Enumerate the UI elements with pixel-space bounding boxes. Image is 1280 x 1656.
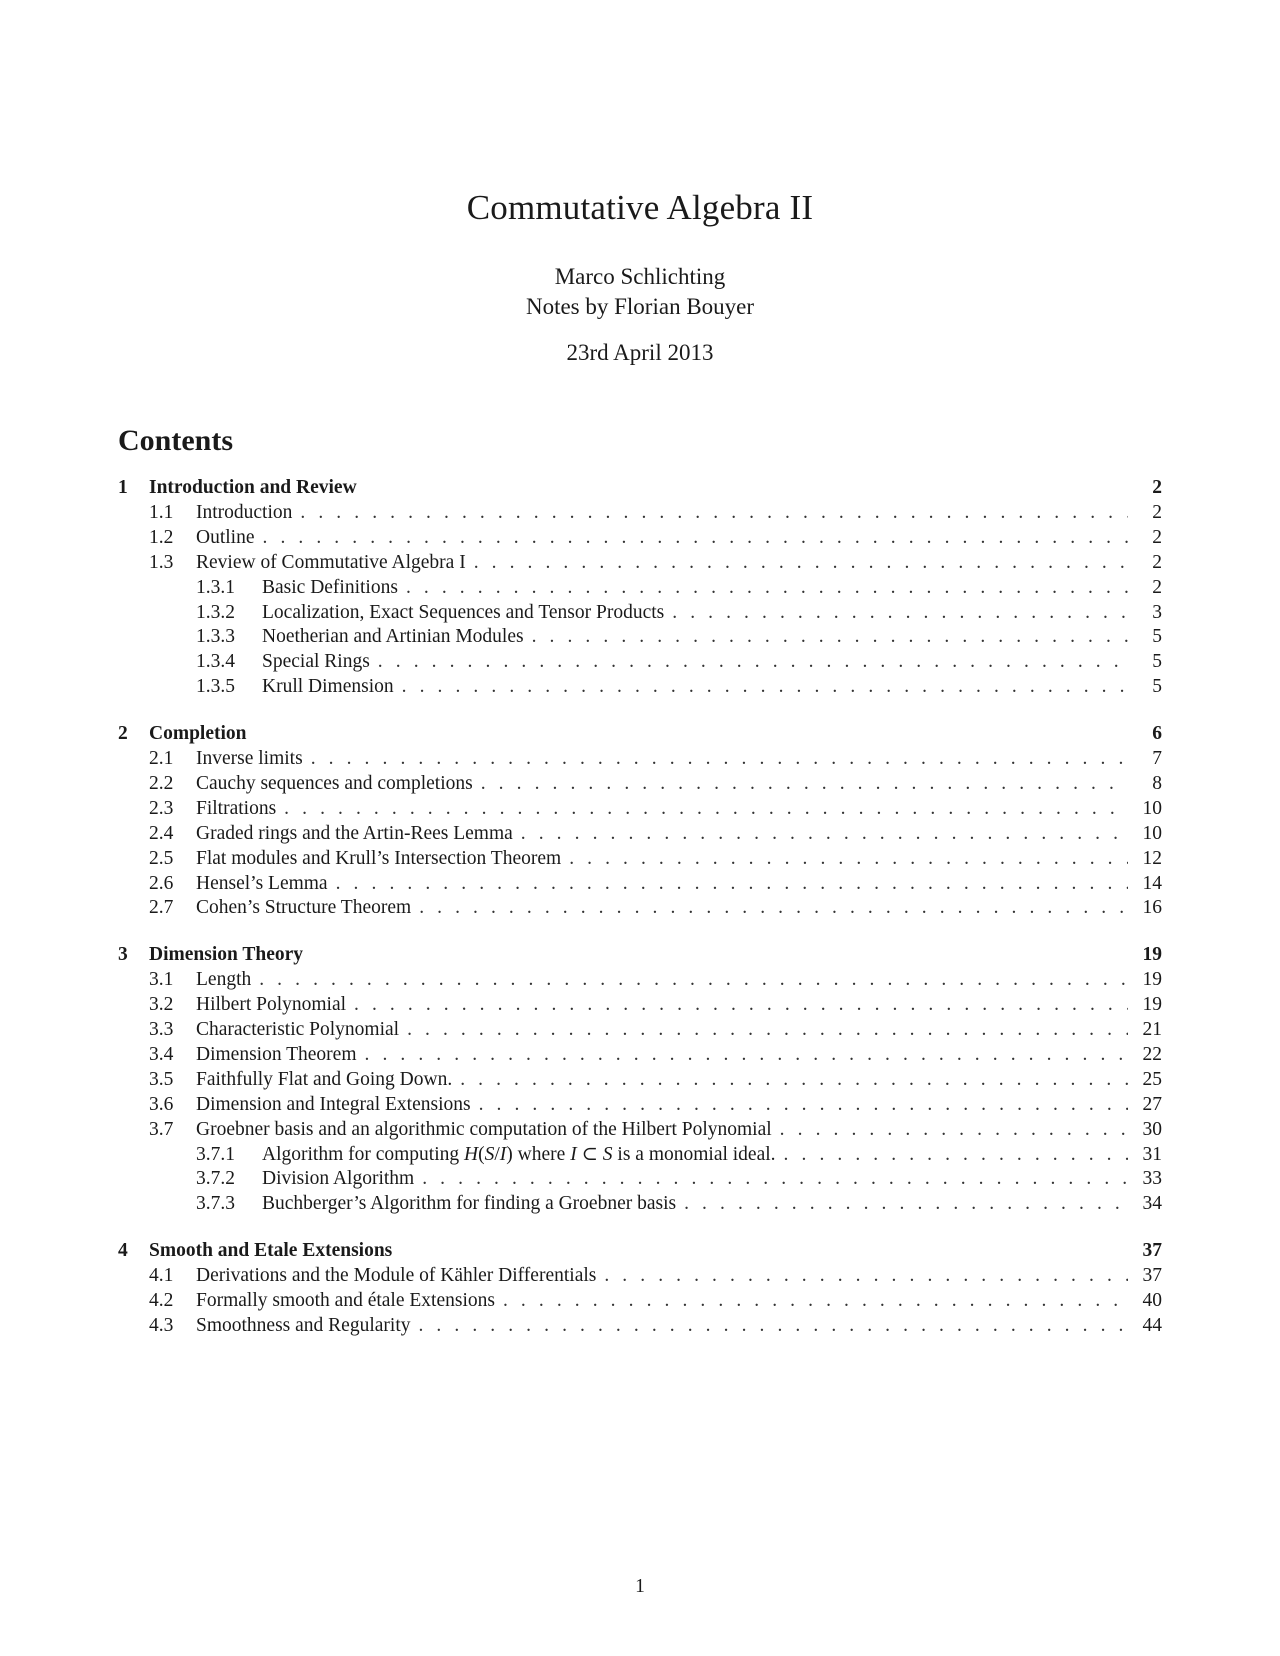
toc-section-page: 8 xyxy=(1152,773,1162,795)
toc-chapter-title: Completion xyxy=(149,723,247,745)
toc-subsection-number: 1.3.5 xyxy=(196,676,235,698)
toc-section-entry[interactable] xyxy=(118,501,1162,526)
toc-section-entry[interactable] xyxy=(118,772,1162,797)
toc-section-entry[interactable] xyxy=(118,896,1162,921)
toc-section-page: 19 xyxy=(1142,994,1162,1016)
toc-subsection-title: Noetherian and Artinian Modules xyxy=(262,626,524,648)
toc-dot-leader xyxy=(503,1289,1128,1314)
toc-dot-leader xyxy=(378,650,1128,675)
toc-section-number: 4.3 xyxy=(149,1315,174,1337)
toc-section-title: Derivations and the Module of Kähler Differentials xyxy=(196,1265,597,1287)
toc-dot-leader xyxy=(422,1167,1128,1192)
toc-section-title: Length xyxy=(196,969,252,991)
toc-section-entry[interactable] xyxy=(118,526,1162,551)
toc-section-entry[interactable] xyxy=(118,847,1162,872)
toc-section-number: 2.5 xyxy=(149,847,174,869)
toc-section-title: Groebner basis and an algorithmic computation of the Hilbert Polynomial xyxy=(196,1118,772,1140)
toc-section-number: 2.1 xyxy=(149,748,174,770)
toc-dot-leader xyxy=(672,601,1128,626)
toc-subsection-title: Krull Dimension xyxy=(262,676,394,698)
toc-section-page: 27 xyxy=(1142,1093,1162,1115)
toc-section-page: 2 xyxy=(1152,502,1162,523)
toc-section-number: 3.2 xyxy=(149,994,174,1016)
toc-dot-leader xyxy=(365,1043,1129,1068)
toc-dot-leader xyxy=(402,675,1128,700)
toc-subsection-entry[interactable] xyxy=(118,601,1162,626)
toc-section-entry[interactable] xyxy=(118,1043,1162,1068)
toc-subsection-number: 1.3.4 xyxy=(196,651,235,673)
toc-subsection-page: 5 xyxy=(1152,626,1162,648)
toc-dot-leader xyxy=(481,772,1128,797)
toc-subsection-title: Localization, Exact Sequences and Tensor Products xyxy=(262,601,665,623)
toc-section-title: Hilbert Polynomial xyxy=(196,994,347,1016)
toc-subsection-entry[interactable] xyxy=(118,675,1162,700)
toc-dot-leader xyxy=(419,896,1128,921)
toc-section-page: 22 xyxy=(1142,1044,1162,1066)
toc-section-entry[interactable] xyxy=(118,1118,1162,1143)
toc-section-page: 16 xyxy=(1142,897,1162,919)
toc-dot-leader xyxy=(784,1143,1128,1168)
toc-subsection-page: 33 xyxy=(1142,1168,1162,1190)
toc-subsection-page: 31 xyxy=(1142,1143,1162,1165)
toc-section-number: 2.7 xyxy=(149,897,174,919)
toc-section-title: Outline xyxy=(196,526,255,548)
toc-chapter-page: 19 xyxy=(1142,944,1162,966)
toc-dot-leader xyxy=(684,1192,1128,1217)
toc-dot-leader xyxy=(336,872,1128,897)
toc-section-entry[interactable] xyxy=(118,1289,1162,1314)
toc-subsection-number: 1.3.2 xyxy=(196,601,235,623)
toc-subsection-number: 3.7.1 xyxy=(196,1143,235,1165)
toc-subsection-page: 5 xyxy=(1152,676,1162,698)
toc-chapter-entry[interactable] xyxy=(118,476,1162,501)
toc-section-number: 4.2 xyxy=(149,1290,174,1312)
toc-chapter-title: Dimension Theory xyxy=(149,944,304,966)
toc-section-number: 3.4 xyxy=(149,1044,174,1066)
toc-subsection-entry[interactable] xyxy=(118,625,1162,650)
document-title: Commutative Algebra II xyxy=(466,188,814,227)
toc-subsection-title: Division Algorithm xyxy=(262,1168,415,1190)
table-of-contents xyxy=(118,476,1162,1361)
toc-subsection-page: 3 xyxy=(1152,601,1162,623)
toc-section-title: Cauchy sequences and completions xyxy=(196,773,473,795)
toc-dot-leader xyxy=(311,747,1128,772)
toc-subsection-page: 2 xyxy=(1152,576,1162,598)
toc-chapter-entry[interactable] xyxy=(118,722,1162,747)
toc-chapter-number: 4 xyxy=(118,1240,128,1262)
toc-dot-leader xyxy=(300,501,1128,526)
toc-chapter-number: 3 xyxy=(118,944,128,966)
author-name: Marco Schlichting xyxy=(554,264,726,289)
toc-subsection-entry[interactable] xyxy=(118,1167,1162,1192)
toc-section-entry[interactable] xyxy=(118,747,1162,772)
toc-dot-leader xyxy=(474,551,1128,576)
toc-section-title: Review of Commutative Algebra I xyxy=(196,551,466,573)
toc-section-page: 40 xyxy=(1142,1290,1162,1312)
toc-section-title: Graded rings and the Artin-Rees Lemma xyxy=(196,822,513,844)
toc-dot-leader xyxy=(604,1264,1128,1289)
author-block xyxy=(0,262,1280,322)
notes-by: Notes by Florian Bouyer xyxy=(525,294,755,319)
toc-subsection-number: 1.3.1 xyxy=(196,576,235,598)
toc-subsection-entry[interactable] xyxy=(118,1192,1162,1217)
toc-section-number: 1.3 xyxy=(149,551,174,573)
toc-dot-leader xyxy=(263,526,1129,551)
toc-section-page: 44 xyxy=(1142,1315,1162,1337)
toc-section-page: 19 xyxy=(1142,969,1162,991)
toc-chapter xyxy=(118,943,1162,1217)
toc-chapter-number: 1 xyxy=(118,477,128,498)
toc-section-entry[interactable] xyxy=(118,1264,1162,1289)
toc-subsection-page: 5 xyxy=(1152,651,1162,673)
toc-section-title: Dimension Theorem xyxy=(196,1044,357,1066)
toc-subsection-entry[interactable] xyxy=(118,1143,1162,1168)
toc-section-title: Filtrations xyxy=(196,797,277,819)
toc-dot-leader xyxy=(406,576,1128,601)
toc-section-title: Cohen’s Structure Theorem xyxy=(196,897,412,919)
toc-section-entry[interactable] xyxy=(118,872,1162,897)
toc-dot-leader xyxy=(780,1118,1128,1143)
toc-chapter-entry[interactable] xyxy=(118,1239,1162,1264)
toc-chapter-number: 2 xyxy=(118,723,128,745)
toc-chapter-title: Smooth and Etale Extensions xyxy=(149,1240,393,1262)
toc-section-entry[interactable] xyxy=(118,968,1162,993)
toc-section-number: 3.7 xyxy=(149,1118,174,1140)
toc-section-page: 37 xyxy=(1142,1265,1162,1287)
toc-section-page: 25 xyxy=(1142,1068,1162,1090)
toc-chapter-page: 6 xyxy=(1152,723,1162,745)
toc-subsection-title: Algorithm for computing H(S/I) where I ⊂ S is a monomial ideal. xyxy=(262,1143,776,1165)
toc-section-page: 2 xyxy=(1152,551,1162,573)
toc-chapter-entry[interactable] xyxy=(118,943,1162,968)
toc-section-page: 7 xyxy=(1152,748,1162,770)
toc-section-entry[interactable] xyxy=(118,797,1162,822)
toc-section-entry[interactable] xyxy=(118,1093,1162,1118)
toc-section-page: 12 xyxy=(1142,847,1162,869)
toc-section-number: 3.5 xyxy=(149,1068,174,1090)
toc-chapter xyxy=(118,1239,1162,1339)
toc-section-page: 10 xyxy=(1142,822,1162,844)
toc-chapter-title: Introduction and Review xyxy=(149,477,357,498)
toc-subsection-number: 3.7.2 xyxy=(196,1168,235,1190)
toc-section-entry[interactable] xyxy=(118,551,1162,576)
toc-section-number: 3.6 xyxy=(149,1093,174,1115)
toc-dot-leader xyxy=(284,797,1128,822)
toc-dot-leader xyxy=(521,822,1128,847)
toc-section-entry[interactable] xyxy=(118,1314,1162,1339)
toc-dot-leader xyxy=(460,1068,1128,1093)
toc-subsection-number: 1.3.3 xyxy=(196,626,235,648)
toc-chapter-page: 37 xyxy=(1142,1240,1162,1262)
toc-section-title: Faithfully Flat and Going Down. xyxy=(196,1068,453,1090)
toc-section-title: Flat modules and Krull’s Intersection Theorem xyxy=(196,847,562,869)
toc-dot-leader xyxy=(354,993,1128,1018)
toc-section-number: 3.1 xyxy=(149,969,174,991)
toc-section-title: Dimension and Integral Extensions xyxy=(196,1093,471,1115)
toc-dot-leader xyxy=(407,1018,1128,1043)
toc-section-page: 2 xyxy=(1152,526,1162,548)
toc-dot-leader xyxy=(569,847,1128,872)
toc-subsection-title: Buchberger’s Algorithm for finding a Groebner basis xyxy=(262,1193,677,1215)
toc-chapter-page: 2 xyxy=(1152,477,1162,498)
toc-section-number: 2.2 xyxy=(149,773,174,795)
toc-subsection-title: Basic Definitions xyxy=(262,576,398,598)
toc-section-page: 21 xyxy=(1142,1019,1162,1041)
toc-section-number: 4.1 xyxy=(149,1265,174,1287)
toc-dot-leader xyxy=(259,968,1128,993)
toc-section-entry[interactable] xyxy=(118,993,1162,1018)
toc-section-number: 2.6 xyxy=(149,872,174,894)
toc-dot-leader xyxy=(479,1093,1128,1118)
toc-section-number: 1.2 xyxy=(149,526,174,548)
toc-section-title: Characteristic Polynomial xyxy=(196,1019,400,1041)
toc-chapter xyxy=(118,476,1162,700)
toc-section-number: 2.4 xyxy=(149,822,174,844)
toc-subsection-page: 34 xyxy=(1142,1193,1162,1215)
toc-dot-leader xyxy=(532,625,1128,650)
toc-section-number: 2.3 xyxy=(149,797,174,819)
toc-subsection-entry[interactable] xyxy=(118,650,1162,675)
toc-section-entry[interactable] xyxy=(118,1068,1162,1093)
toc-section-entry[interactable] xyxy=(118,1018,1162,1043)
toc-section-title: Smoothness and Regularity xyxy=(196,1315,411,1337)
toc-dot-leader xyxy=(418,1314,1128,1339)
document-date: 23rd April 2013 xyxy=(566,340,714,365)
toc-subsection-number: 3.7.3 xyxy=(196,1193,235,1215)
toc-section-title: Formally smooth and étale Extensions xyxy=(196,1290,495,1312)
toc-section-page: 30 xyxy=(1142,1118,1162,1140)
toc-subsection-title: Special Rings xyxy=(262,651,370,673)
toc-section-number: 1.1 xyxy=(149,502,174,523)
toc-subsection-entry[interactable] xyxy=(118,576,1162,601)
toc-section-number: 3.3 xyxy=(149,1019,174,1041)
contents-heading: Contents xyxy=(118,424,234,457)
toc-section-page: 14 xyxy=(1142,872,1162,894)
toc-section-title: Hensel’s Lemma xyxy=(196,872,328,894)
toc-section-entry[interactable] xyxy=(118,822,1162,847)
toc-section-title: Introduction xyxy=(196,502,293,523)
toc-chapter xyxy=(118,722,1162,921)
page-number: 1 xyxy=(635,1576,645,1597)
toc-section-title: Inverse limits xyxy=(196,748,303,770)
toc-section-page: 10 xyxy=(1142,797,1162,819)
